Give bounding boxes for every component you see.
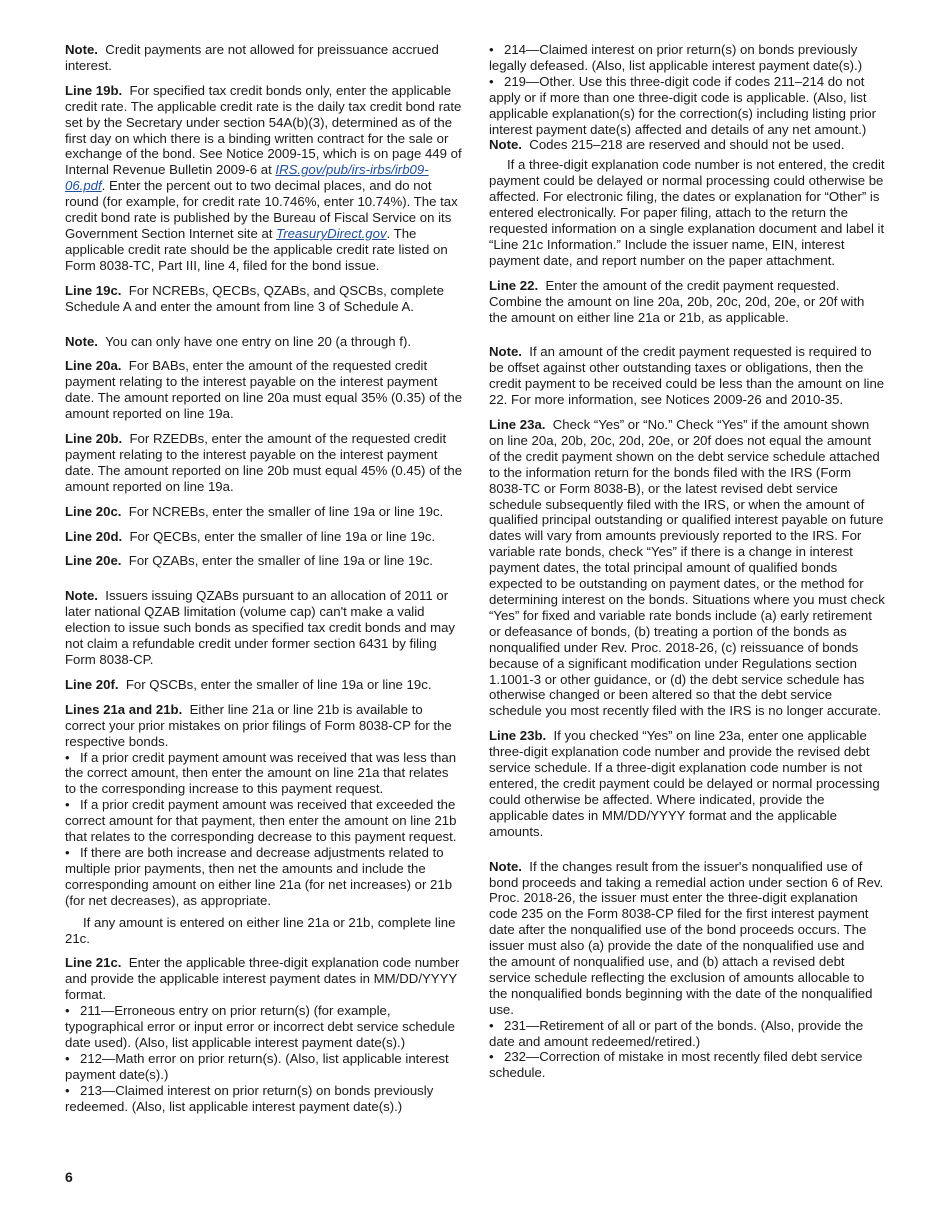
line-20b-section: Line 20b. For RZEDBs, enter the amount of the requested credit payment relating to the interest payable on the interest payment date. The amount reported on line 20b must equal 45% (0.45) of the amount reported on line 19a. xyxy=(65,431,463,494)
list-item: • If a prior credit payment amount was received that exceeded the correct amount for that payment, then enter the amount on line 21b that relates to the corresponding decrease to this payment request. xyxy=(65,797,457,845)
lines-21a-21b-heading: Lines 21a and 21b. xyxy=(65,701,183,717)
bullet-icon: • xyxy=(65,844,70,860)
line-23b-heading: Line 23b. xyxy=(489,728,547,744)
list-item: • If there are both increase and decrease adjustments related to multiple prior payments, then net the amounts and include the corresponding amount on either line 21a (for net increases) or 21b (for net decreases), as appropriate. xyxy=(65,844,453,908)
bullet-icon: • xyxy=(489,1017,494,1033)
line-20d-heading: Line 20d. xyxy=(65,528,123,544)
line-20c-heading: Line 20c. xyxy=(65,503,122,519)
note-line-20: Note. You can only have one entry on line 20 (a through f). xyxy=(65,333,412,349)
bullet-icon: • xyxy=(489,73,494,89)
explanation-code-paragraph: If a three-digit explanation code number is not entered, the credit payment could be delayed or normal processing could otherwise be affected. For electronic filing, the dates or explanation for “Other” is entered electronically. For paper filing, attach to the return the requested information on a single explanation document and label it “Line 21c Information.” Include the issuer name, EIN, interest payment date, and report number on the paper attachment. xyxy=(489,157,885,268)
list-item: • 219—Other. Use this three-digit code if codes 211–214 do not apply or if more than one three-digit code is applicable. (Also, list applicable explanation(s) for the correction(s) including listing prior interest payment date(s) affected and details of any net amount.) xyxy=(489,73,877,137)
line-20e-section: Line 20e. For QZABs, enter the smaller of line 19a or line 19c. xyxy=(65,553,433,569)
note-heading: Note. xyxy=(489,858,522,874)
note-preissuance: Note. Credit payments are not allowed for preissuance accrued interest. xyxy=(65,42,439,73)
line-21c-section: Line 21c. Enter the applicable three-digit explanation code number and provide the applicable interest payment dates in MM/DD/YYYY format. xyxy=(65,955,460,1003)
bullet-icon: • xyxy=(65,797,70,813)
list-item: • 231—Retirement of all or part of the bonds. (Also, provide the date and amount redeemed/retired.) xyxy=(489,1017,864,1049)
bullet-icon: • xyxy=(489,42,494,57)
note-offset: Note. If an amount of the credit payment requested is required to be offset against other outstanding taxes or obligations, then the credit payment to be received could be less than the amount on line 22. For more information, see Notices 2009-26 and 2010-35. xyxy=(489,344,885,408)
bullet-icon: • xyxy=(65,1082,70,1098)
line-19c-section: Line 19c. For NCREBs, QECBs, QZABs, and QSCBs, complete Schedule A and enter the amount from line 3 of Schedule A. xyxy=(65,282,444,314)
list-item: • If a prior credit payment amount was received that was less than the correct amount, then enter the amount on line 21a that relates to the corresponding increase to this payment request. xyxy=(65,749,457,797)
note-heading: Note. xyxy=(65,588,98,604)
line-20e-heading: Line 20e. xyxy=(65,553,122,569)
line-20c-section: Line 20c. For NCREBs, enter the smaller of line 19a or line 19c. xyxy=(65,503,444,519)
bullet-icon: • xyxy=(65,1003,70,1019)
note-heading: Note. xyxy=(65,42,98,57)
line-21c-heading: Line 21c. xyxy=(65,955,122,971)
line-22-heading: Line 22. xyxy=(489,277,539,293)
line-22-section: Line 22. Enter the amount of the credit payment requested. Combine the amount on line 20a, 20b, 20c, 20d, 20e, or 20f with the amount on either line 21a or 21b, as applicable. xyxy=(489,277,865,325)
bullet-icon: • xyxy=(65,749,70,765)
line-21-paragraph: If any amount is entered on either line 21a or 21b, complete line 21c. xyxy=(65,914,456,946)
note-heading: Note. xyxy=(65,333,98,349)
list-item: • 213—Claimed interest on prior return(s) on bonds previously redeemed. (Also, list applicable interest payment date(s).) xyxy=(65,1082,434,1114)
line-20a-heading: Line 20a. xyxy=(65,358,122,374)
line-20b-heading: Line 20b. xyxy=(65,431,123,447)
line-20a-section: Line 20a. For BABs, enter the amount of the requested credit payment relating to the interest payable on the interest payment date. The amount reported on line 20a must equal 35% (0.35) of the amount reported on line 19a. xyxy=(65,358,463,422)
line-19b-heading: Line 19b. xyxy=(65,82,123,98)
line-20f-section: Line 20f. For QSCBs, enter the smaller of line 19a or line 19c. xyxy=(65,676,432,692)
left-column xyxy=(65,42,463,1114)
list-item: • 211—Erroneous entry on prior return(s) (for example, typographical error or input error or incorrect debt service schedule date used). (Also, list applicable interest payment date(s).) xyxy=(65,1003,455,1050)
line-23b-section: Line 23b. If you checked “Yes” on line 23a, enter one applicable three-digit explanation code number and provide the revised debt service schedule. If a three-digit explanation code number is not entered, the credit payment could be delayed or normal processing could otherwise be affected. Where indicated, provide the applicable dates in MM/DD/YYYY format and the applicable amounts. xyxy=(489,728,880,839)
line-19c-heading: Line 19c. xyxy=(65,282,122,298)
line-19b-section: Line 19b. For specified tax credit bonds only, enter the applicable credit rate. The applicable credit rate is the daily tax credit bond rate set by the Secretary under section 54A(b)(3), determined as of the first day on which there is a binding written contract for the sale or exchange of the bond. See Notice 2009-15, which is on page 449 of Internal Revenue Bulletin 2009-6 at IRS.gov/pub/irs-irbs/irb09-06.pdf. Enter the percent out to two decimal places, and do not round (for example, for credit rate 10.746%, enter 10.74%). The tax credit bond rate is published by the Bureau of Fiscal Service on its Government Section Internet site at TreasuryDirect.gov. The applicable credit rate should be the applicable credit rate listed on Form 8038-TC, Part III, line 4, filed for the bond issue. xyxy=(65,82,462,273)
irb-link[interactable]: IRS.gov/pub/irs-irbs/irb09-06.pdf xyxy=(65,162,429,194)
lines-21a-21b-section: Lines 21a and 21b. Either line 21a or line 21b is available to correct your prior mistakes on prior filings of Form 8038-CP for the respective bonds. xyxy=(65,701,452,749)
note-reserved-codes: Note. Codes 215–218 are reserved and should not be used. xyxy=(489,137,845,153)
right-column xyxy=(489,42,885,1081)
note-qzab: Note. Issuers issuing QZABs pursuant to an allocation of 2011 or later national QZAB limitation (volume cap) can't make a valid election to issue such bonds as specified tax credit bonds and may not claim a refundable credit under former section 6431 by filing Form 8038-CP. xyxy=(65,588,455,667)
list-item: • 232—Correction of mistake in most recently filed debt service schedule. xyxy=(489,1049,863,1081)
note-nonqualified-use: Note. If the changes result from the issuer's nonqualified use of bond proceeds and taking a remedial action under section 6 of Rev. Proc. 2018-26, the issuer must enter the three-digit explanation code 235 on the Form 8038-CP filed for the first interest payment date after the nonqualified use of the bond proceeds occurs. The issuer must also (a) provide the date of the nonqualified use and the amount of nonqualified use, and (b) attach a revised debt service schedule reflecting the exclusion of amounts allocable to the nonqualified bonds beginning with the date of the nonqualified use. xyxy=(489,858,884,1017)
note-heading: Note. xyxy=(489,137,522,153)
line-20f-heading: Line 20f. xyxy=(65,676,119,692)
page-number: 6 xyxy=(65,1169,73,1185)
list-item: • 214—Claimed interest on prior return(s) on bonds previously legally defeased. (Also, list applicable interest payment date(s).) xyxy=(489,42,863,73)
line-23a-section: Line 23a. Check “Yes” or “No.” Check “Yes” if the amount shown on line 20a, 20b, 20c, 20d, 20e, or 20f does not equal the amount of the credit payment shown on the debt service schedule attached to the information return for the bonds filed with the IRS (Form 8038-TC or Form 8038-B), or the latest revised debt service schedule subsequently filed with the IRS, or when the amount of qualified principal outstanding or qualified interest payable on future dates will vary from amounts previously reported to the IRS. For variable rate bonds, check “Yes” if there is a change in interest payment dates, the total principal amount of qualified bonds expected to be outstanding on payment dates, or the method for determining interest on the bonds. Situations where you must check “Yes” for fixed and variable rate bonds include (a) early retirement or defeasance of bonds, (b) treating a portion of the bonds as nonqualified under Rev. Proc. 2018-26, (c) reissuance of bonds because of a significant modification under Regulations section 1.1001-3 or other guidance, or (d) the debt service schedule has otherwise changed or been altered so that the debt service schedule you most recently filed with the IRS is no longer accurate. xyxy=(489,417,885,719)
treasury-direct-link[interactable]: TreasuryDirect.gov xyxy=(276,225,387,241)
list-item: • 212—Math error on prior return(s). (Also, list applicable interest payment date(s).) xyxy=(65,1050,449,1082)
bullet-icon: • xyxy=(489,1049,494,1065)
line-23a-heading: Line 23a. xyxy=(489,417,546,433)
bullet-icon: • xyxy=(65,1050,70,1066)
line-20d-section: Line 20d. For QECBs, enter the smaller of line 19a or line 19c. xyxy=(65,528,436,544)
note-heading: Note. xyxy=(489,344,522,360)
